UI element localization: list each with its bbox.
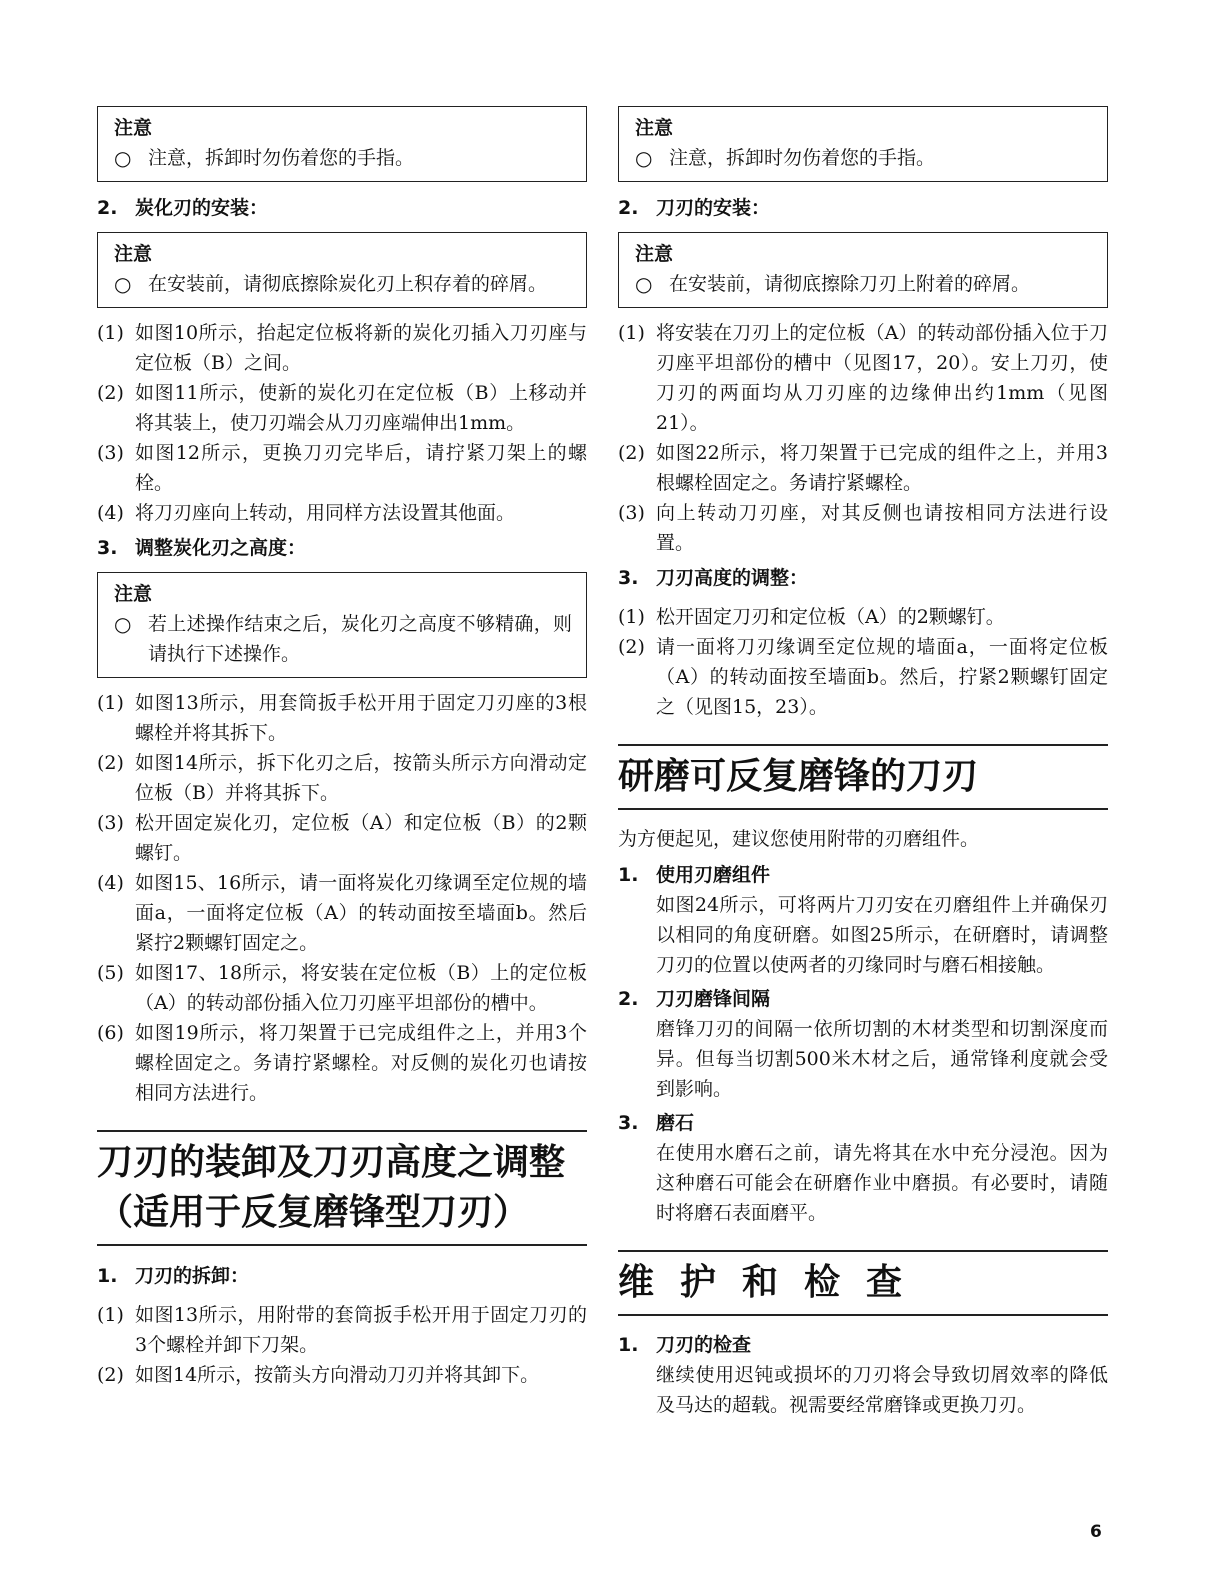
circle-bullet-icon: ○ — [114, 272, 132, 296]
step-item: (1) 松开固定刀刃和定位板（A）的2颗螺钉。 — [618, 606, 1005, 628]
circle-bullet-icon: ○ — [635, 272, 653, 296]
caution-text: 注意，拆卸时勿伤着您的手指。 — [148, 147, 415, 169]
step-item: (3) 松开固定炭化刃，定位板（A）和定位板（B）的2颗螺钉。 — [97, 812, 587, 864]
caution-box — [618, 232, 1108, 308]
step-list — [97, 318, 587, 528]
subsection-heading: 1. 刀刃的检查 — [618, 1334, 752, 1356]
caution-title: 注意 — [635, 243, 674, 265]
subsection-text: 如图24所示，可将两片刀刃安在刃磨组件上并确保刃以相同的角度研磨。如图25所示，在研磨时，请调整刀刃的位置以使两者的刃缘同时与磨石相接触。 — [656, 894, 1108, 976]
step-list — [618, 318, 1108, 558]
chapter-heading: 刀刃的装卸及刀刃高度之调整 （适用于反复磨锋型刀刃） — [97, 1130, 587, 1246]
subsection-heading: 3. 磨石 — [618, 1112, 695, 1134]
subsection-text: 在使用水磨石之前，请先将其在水中充分浸泡。因为这种磨石可能会在研磨作业中磨损。有必要时，请随时将磨石表面磨平。 — [656, 1142, 1108, 1224]
caution-box — [97, 572, 587, 678]
intro-paragraph: 为方便起见，建议您使用附带的刃磨组件。 — [618, 828, 980, 850]
circle-bullet-icon: ○ — [114, 612, 132, 636]
caution-title: 注意 — [114, 583, 153, 605]
step-item: (4) 将刀刃座向上转动，用同样方法设置其他面。 — [97, 502, 516, 524]
caution-text: 在安装前，请彻底擦除炭化刃上积存着的碎屑。 — [148, 273, 548, 295]
caution-box — [618, 106, 1108, 182]
step-list — [97, 688, 587, 1108]
step-item: (2) 请一面将刀刃缘调至定位规的墙面a，一面将定位板（A）的转动面按至墙面b。然后，拧紧2颗螺钉固定之（见图15，23）。 — [618, 636, 1108, 718]
step-item: (2) 如图14所示，拆下化刃之后，按箭头所示方向滑动定位板（B）并将其拆下。 — [97, 752, 587, 804]
caution-title: 注意 — [635, 117, 674, 139]
subsection-heading: 2. 刀刃磨锋间隔 — [618, 988, 771, 1010]
section-heading: 3. 调整炭化刃之高度： — [97, 537, 307, 559]
left-column — [97, 106, 587, 1390]
circle-bullet-icon: ○ — [114, 146, 132, 170]
chapter-heading: 维护和检查 — [618, 1250, 1108, 1316]
right-column — [618, 106, 1108, 1424]
circle-bullet-icon: ○ — [635, 146, 653, 170]
step-item: (1) 如图13所示，用附带的套筒扳手松开用于固定刀刃的3个螺栓并卸下刀架。 — [97, 1304, 587, 1356]
section-heading: 2. 炭化刃的安装： — [97, 197, 269, 219]
step-item: (2) 如图22所示，将刀架置于已完成的组件之上，并用3根螺栓固定之。务请拧紧螺栓。 — [618, 442, 1108, 494]
step-item: (4) 如图15、16所示，请一面将炭化刃缘调至定位规的墙面a，一面将定位板（A）的转动面按至墙面b。然后紧拧2颗螺钉固定之。 — [97, 872, 587, 954]
page-number: 6 — [1090, 1522, 1102, 1542]
step-item: (5) 如图17、18所示，将安装在定位板（B）上的定位板（A）的转动部份插入位刀刃座平坦部份的槽中。 — [97, 962, 587, 1014]
step-item: (1) 将安装在刀刃上的定位板（A）的转动部份插入位于刀刃座平坦部份的槽中（见图17，20）。安上刀刃，使刀刃的两面均从刀刃座的边缘伸出约1mm（见图21）。 — [618, 322, 1108, 434]
step-list — [618, 602, 1108, 722]
section-heading: 1. 刀刃的拆卸： — [97, 1265, 250, 1287]
step-item: (6) 如图19所示，将刀架置于已完成组件之上，并用3个螺栓固定之。务请拧紧螺栓。对反侧的炭化刃也请按相同方法进行。 — [97, 1022, 587, 1104]
subsection-text: 磨锋刀刃的间隔一依所切割的木材类型和切割深度而异。但每当切割500米木材之后，通常锋利度就会受到影响。 — [656, 1018, 1108, 1100]
caution-box — [97, 232, 587, 308]
caution-text: 在安装前，请彻底擦除刀刃上附着的碎屑。 — [669, 273, 1031, 295]
caution-box — [97, 106, 587, 182]
step-item: (3) 向上转动刀刃座，对其反侧也请按相同方法进行设置。 — [618, 502, 1108, 554]
step-item: (3) 如图12所示，更换刀刃完毕后，请拧紧刀架上的螺栓。 — [97, 442, 587, 494]
subsection-text: 继续使用迟钝或损坏的刀刃将会导致切屑效率的降低及马达的超载。视需要经常磨锋或更换刀刃。 — [656, 1364, 1108, 1416]
subsection-heading: 1. 使用刃磨组件 — [618, 864, 771, 886]
caution-text: 注意，拆卸时勿伤着您的手指。 — [669, 147, 936, 169]
caution-text: 若上述操作结束之后，炭化刃之高度不够精确，则请执行下述操作。 — [148, 613, 572, 665]
section-heading: 3. 刀刃高度的调整： — [618, 567, 809, 589]
caution-title: 注意 — [114, 117, 153, 139]
step-item: (1) 如图10所示，抬起定位板将新的炭化刃插入刀刃座与定位板（B）之间。 — [97, 322, 587, 374]
step-item: (2) 如图11所示，使新的炭化刃在定位板（B）上移动并将其装上，使刀刃端会从刀刃座端伸出1mm。 — [97, 382, 587, 434]
section-heading: 2. 刀刃的安装： — [618, 197, 771, 219]
step-item: (2) 如图14所示，按箭头方向滑动刀刃并将其卸下。 — [97, 1364, 540, 1386]
caution-title: 注意 — [114, 243, 153, 265]
step-list — [97, 1300, 587, 1390]
step-item: (1) 如图13所示，用套筒扳手松开用于固定刀刃座的3根螺栓并将其拆下。 — [97, 692, 587, 744]
chapter-heading: 研磨可反复磨锋的刀刃 — [618, 744, 1108, 810]
